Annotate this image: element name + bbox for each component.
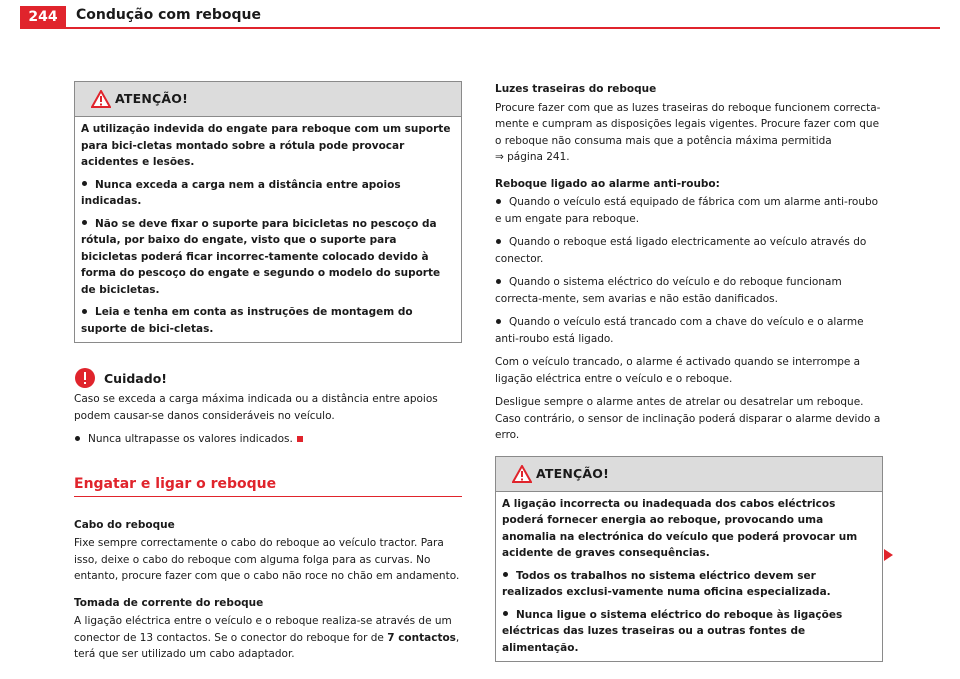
bullet-icon <box>82 309 87 314</box>
alarm-item: Quando o veículo está trancado com a chave do veículo e o alarme anti-roubo está ligado. <box>495 316 864 345</box>
warning-header <box>75 82 461 117</box>
warning-item: Todos os trabalhos no sistema eléctrico devem ser realizados exclusi-vamente numa oficina especializada. <box>502 569 831 598</box>
bullet-icon <box>503 611 508 616</box>
caution-icon <box>74 367 96 389</box>
alarm-item: Quando o reboque está ligado electricamente ao veículo através do conector. <box>495 236 867 265</box>
cable-section <box>74 517 462 663</box>
warning-body <box>75 117 461 342</box>
caution-item: Nunca ultrapasse os valores indicados. <box>74 431 462 448</box>
bullet-icon <box>496 239 501 244</box>
warning-item: Não se deve fixar o suporte para bicicletas no pescoço da rótula, por baixo do engate, visto que o suporte para bicicletas poderá ficar incorrec-tamente colocado devido à forma do pescoço do engate e segundo o modelo do suporte de bicicletas. <box>81 217 441 296</box>
warning-intro: A ligação incorrecta ou inadequada dos cabos eléctricos poderá fornecer energia ao reboque, provocando uma anomalia na electrónica do veículo que poderá provocar um acidente de graves consequências. <box>502 497 858 559</box>
bullet-icon <box>496 279 501 284</box>
page-header <box>0 0 960 28</box>
socket-heading: Tomada de corrente do reboque <box>74 596 264 609</box>
header-rule <box>20 27 940 29</box>
warning-body <box>496 492 882 662</box>
continue-arrow-icon <box>884 549 893 561</box>
cable-text: Fixe sempre correctamente o cabo do reboque ao veículo tractor. Para isso, deixe o cabo do reboque com alguma folga para as curvas. No entanto, procure fazer com que o cabo não roce no chão em andamento. <box>74 537 460 582</box>
warning-item: Leia e tenha em conta as instruções de montagem do suporte de bici-cletas. <box>81 306 413 335</box>
page-number: 244 <box>20 6 66 28</box>
warning-title: ATENÇÃO! <box>536 465 610 481</box>
warning-triangle-icon <box>512 465 532 483</box>
alarm-item: Quando o sistema eléctrico do veículo e do reboque funcionam correcta-mente, sem avarias e não estão danificados. <box>495 276 842 305</box>
warning-item: Nunca exceda a carga nem a distância entre apoios indicadas. <box>81 178 401 207</box>
left-column <box>74 81 462 670</box>
bullet-icon <box>75 436 80 441</box>
chapter-title: Condução com reboque <box>76 7 261 23</box>
bullet-icon <box>503 572 508 577</box>
bullet-icon <box>82 220 87 225</box>
alarm-item: Quando o veículo está equipado de fábrica com um alarme anti-roubo e um engate para reboque. <box>495 196 879 225</box>
alarm-paragraph: Com o veículo trancado, o alarme é activado quando se interrompe a ligação eléctrica entre o veículo e o reboque. <box>495 356 861 385</box>
tail-lights-heading: Luzes traseiras do reboque <box>495 83 657 95</box>
caution-title: Cuidado! <box>104 371 167 386</box>
right-column <box>495 81 883 662</box>
warning-triangle-icon <box>91 90 111 108</box>
warning-box-bicycle-carrier <box>74 81 462 343</box>
warning-box-electrical <box>495 456 883 663</box>
tail-lights-text: Procure fazer com que as luzes traseiras do reboque funcionem correcta-mente e cumpram as disposições legais vigentes. Procure fazer com que o reboque não consuma mais que a potência máxima permitida ⇒ página 241. <box>495 101 881 163</box>
socket-text: A ligação eléctrica entre o veículo e o reboque realiza-se através de um conector de 13 contactos. Se o conector do reboque for de 7 contactos, terá que ser utilizado um cabo adaptador. <box>74 615 460 660</box>
warning-item: Nunca ligue o sistema eléctrico do reboque às ligações eléctricas das luzes traseiras ou a outras fontes de alimentação. <box>502 608 843 654</box>
tail-lights-section <box>495 81 883 444</box>
alarm-heading: Reboque ligado ao alarme anti-roubo: <box>495 177 720 190</box>
socket-bold: 7 contactos <box>387 631 456 644</box>
warning-title: ATENÇÃO! <box>115 91 189 106</box>
warning-header <box>496 457 882 492</box>
page-reference-link[interactable]: ⇒ página 241. <box>495 151 570 163</box>
caution-header <box>74 367 462 389</box>
caution-body <box>74 391 462 448</box>
bullet-icon <box>496 319 501 324</box>
bullet-icon <box>496 199 501 204</box>
end-of-section-icon <box>297 436 303 442</box>
bullet-icon <box>82 181 87 186</box>
alarm-paragraph: Desligue sempre o alarme antes de atrelar ou desatrelar um reboque. Caso contrário, o sensor de inclinação poderá disparar o alarme devido a erro. <box>495 396 881 441</box>
warning-intro: A utilização indevida do engate para reboque com um suporte para bici-cletas montado sobre a rótula pode provocar acidentes e lesões. <box>81 123 451 168</box>
section-title: Engatar e ligar o reboque <box>74 476 462 497</box>
cable-heading: Cabo do reboque <box>74 518 175 531</box>
caution-text: Caso se exceda a carga máxima indicada ou a distância entre apoios podem causar-se danos consideráveis no veículo. <box>74 393 438 422</box>
